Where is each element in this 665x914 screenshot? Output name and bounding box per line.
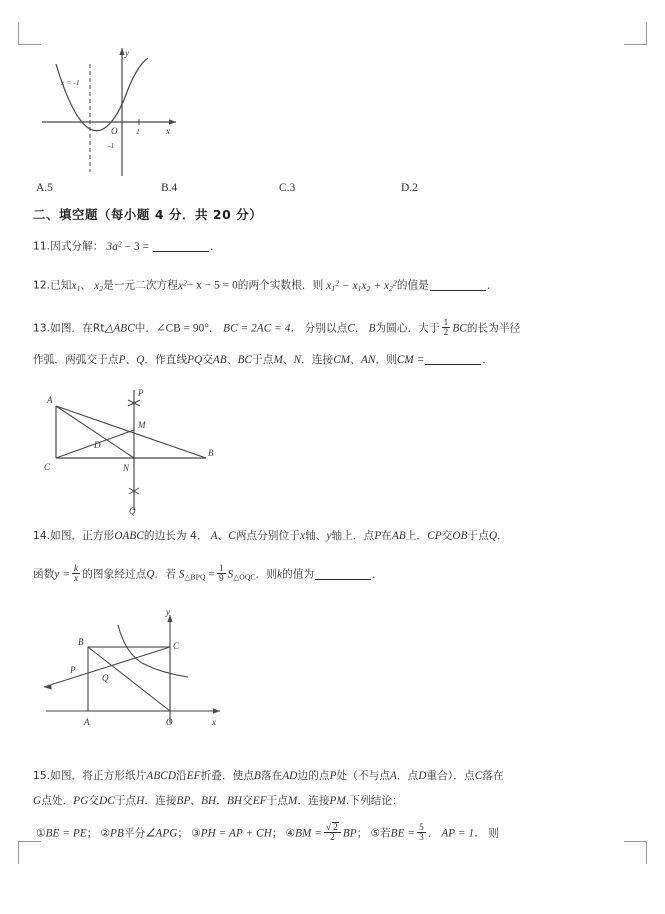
conclusion-marker-5: ⑤: [370, 827, 380, 840]
q13-l1-j: BC: [452, 322, 467, 335]
q14-frac-den: x: [74, 573, 79, 584]
svg-text:Q: Q: [102, 673, 109, 683]
choices-row: [36, 182, 626, 200]
q13-l2-e: ．作直线: [144, 354, 188, 366]
q15-l1-d: EF: [186, 770, 201, 782]
q13-l2-k: 于点: [252, 354, 274, 366]
conclusion-sep-1: ；: [86, 827, 98, 840]
question-14-line-1: [33, 528, 508, 545]
q14-l1-e: 、: [217, 530, 229, 542]
q15-l1-j: P: [329, 770, 337, 782]
conclusion-4-radicand: 2: [333, 822, 338, 832]
question-11: [33, 238, 221, 256]
q14-l2-d: ．若: [154, 568, 176, 581]
conclusion-5-d: AP = 1．: [441, 827, 486, 840]
q12-seg4: − x − 5 = 0: [186, 279, 238, 292]
q14-area-2-sub: △OQC: [233, 572, 256, 582]
q13-l2-j: BC: [237, 354, 253, 366]
conclusion-4-a: BM =: [295, 827, 323, 840]
question-14-line-2: [33, 564, 383, 584]
q13-l2-t: CM =: [396, 354, 425, 366]
q11-expression: [107, 241, 152, 253]
q13-l2-o: ．连接: [301, 354, 334, 366]
conclusion-5-a: 若: [379, 827, 391, 840]
q15-l1-e: 折叠．使点: [200, 770, 255, 782]
conclusion-marker-4: ④: [285, 827, 296, 840]
svg-text:O: O: [111, 126, 118, 136]
q13-l2-n: N: [293, 354, 302, 366]
q15-l2-e: DC: [99, 795, 115, 807]
q15-l2-f: 于点: [114, 795, 137, 807]
q15-l2-q: M: [288, 795, 298, 807]
conclusion-sep-4: ；: [356, 827, 368, 840]
question-15-conclusions: [36, 822, 499, 843]
q14-answer-blank[interactable]: [315, 579, 371, 580]
q14-one-ninth-fraction: [217, 564, 226, 584]
svg-text:D: D: [94, 440, 101, 450]
q14-l1-f: C: [228, 530, 236, 542]
option-a[interactable]: A.5: [36, 182, 53, 194]
q15-l2-b: 点处．: [41, 795, 74, 807]
q14-l1-q: 交: [441, 530, 453, 542]
conclusion-marker-1: ①: [36, 827, 46, 840]
conclusion-5-e: 则: [488, 827, 500, 840]
q14-l2-y: y =: [54, 568, 71, 581]
q13-l2-p: CM: [333, 354, 351, 366]
q15-l1-g: 落在: [260, 770, 283, 782]
q12-answer-blank[interactable]: [430, 290, 486, 291]
svg-text:P: P: [138, 388, 144, 398]
q15-l1-q: 落在: [482, 770, 504, 782]
q12-seg2: 、: [80, 279, 92, 292]
q14-area-1-sub: △BPQ: [184, 572, 206, 582]
svg-text:N: N: [123, 463, 130, 473]
q14-l1-i: 轴、: [305, 530, 327, 542]
q12-seg3: 是一元二次方程: [103, 279, 178, 292]
q15-l2-g: H: [136, 795, 145, 807]
registration-mark-top-right: [624, 22, 647, 45]
q15-l1-m: ．点: [396, 770, 419, 782]
question-13-line-2: [33, 352, 493, 369]
q15-l2-t: .下列结论：: [345, 795, 403, 807]
q13-l2-f: PQ: [187, 354, 203, 366]
svg-text:B: B: [208, 448, 214, 458]
q13-l2-q: 、: [350, 354, 361, 366]
svg-text:P: P: [70, 665, 76, 675]
question-12: 12.已知$x_1$、 $x_2$是一元二次方程$x^2- x - 5 = 0$的两个实数根．则 $x_1^2 - x_1x_2 + x_2^2$的值是 ．: [33, 278, 498, 293]
q11-expr-exponent: 2: [117, 239, 122, 248]
q14-l1-p: CP: [427, 530, 442, 542]
svg-text:C: C: [44, 462, 51, 472]
q15-l1-f: B: [254, 770, 261, 782]
q13-l1-g: ．: [354, 322, 366, 335]
option-b[interactable]: B.4: [161, 182, 178, 194]
q13-l1-c: ∠CB = 90°．: [156, 322, 221, 335]
q13-l2-m: 、: [282, 354, 294, 366]
q13-l2-i: 、: [226, 354, 238, 366]
figure-parabola-graph: [36, 38, 186, 183]
q15-l2-r: ．连接: [297, 795, 330, 807]
q12-seg6: 的值是: [396, 279, 429, 292]
q13-l1-d: BC = 2AC = 4．: [223, 322, 302, 335]
conclusion-text-3: PH = AP + CH: [200, 827, 272, 840]
conclusion-4-b: BP: [342, 827, 357, 840]
q15-l1-n: D: [418, 770, 427, 782]
q13-l2-u: ．: [482, 354, 494, 366]
q11-tail-punct: ．: [209, 240, 221, 253]
option-c[interactable]: C.3: [279, 182, 296, 194]
q15-l1-a: 15.如图．将正方形纸片: [33, 770, 147, 782]
svg-text:x = -1: x = -1: [61, 78, 80, 87]
q14-l1-b: OABC: [114, 530, 144, 542]
registration-mark-bottom-right: [624, 841, 647, 864]
svg-text:C: C: [173, 641, 180, 651]
q13-frac-num: 1: [443, 317, 449, 327]
svg-text:x: x: [212, 717, 216, 727]
q13-l2-c: 、: [125, 354, 137, 366]
q11-answer-blank[interactable]: [153, 251, 209, 252]
q13-l1-b: 中．: [134, 322, 157, 335]
q14-l1-l: P: [374, 530, 382, 542]
conclusion-5-c: ．: [427, 827, 439, 840]
q15-l1-b: ABCD: [146, 770, 176, 782]
q13-l1-e: 分别以点: [304, 322, 348, 335]
conclusion-4-den: 2: [324, 832, 341, 842]
q13-l1-i: 为圆心．大于: [375, 322, 440, 335]
q14-area-1: S: [178, 568, 185, 581]
q13-l2-r: AN: [360, 354, 376, 366]
conclusion-marker-3: ③: [191, 827, 201, 840]
q15-l1-p: C: [474, 770, 483, 782]
q14-l1-k: 轴上．点: [331, 530, 375, 542]
q14-l1-n: AB: [391, 530, 406, 542]
q14-l2-f: k: [277, 568, 283, 581]
q13-l2-h: AB: [213, 354, 227, 366]
q13-half-fraction: [442, 318, 451, 338]
q15-l1-c: 沿: [176, 770, 187, 782]
q15-l2-c: PG: [73, 795, 89, 807]
q13-frac-den: 2: [443, 327, 449, 338]
q14-l2-e: ．则: [255, 568, 278, 581]
q15-l2-h: ．连接: [144, 795, 177, 807]
q14-eq: =: [208, 568, 215, 581]
q13-l2-a: 作弧．两弧交于点: [33, 354, 119, 366]
figure-q14-square-hyperbola: [40, 603, 240, 733]
q14-frac-num: k: [74, 563, 79, 573]
option-d[interactable]: D.2: [401, 182, 418, 194]
q15-l1-l: A: [390, 770, 397, 782]
q15-l2-o: EF: [252, 795, 267, 807]
svg-text:M: M: [138, 420, 146, 430]
conclusion-text-1: BE = PE: [45, 827, 87, 840]
q15-l2-j: 、: [190, 795, 202, 807]
q13-l1-f: C: [347, 322, 355, 335]
q14-l2-a: 函数: [33, 568, 55, 581]
q14-l2-c: Q: [146, 568, 155, 581]
svg-text:B: B: [78, 637, 84, 647]
registration-mark-bottom-left: [18, 841, 41, 864]
q15-l2-m: BH: [226, 795, 243, 807]
q15-l2-s: PM: [329, 795, 346, 807]
q14-l1-u: ．: [497, 530, 508, 542]
section-heading: 二、填空题（每小题 4 分．共 20 分）: [33, 207, 263, 222]
q11-prefix: 11.因式分解：: [33, 240, 104, 253]
q13-l2-l: M: [273, 354, 283, 366]
q14-l1-s: 于点: [467, 530, 489, 542]
q15-l2-k: BH: [201, 795, 217, 807]
q14-l1-j: y: [326, 530, 332, 542]
q13-l1-a: 13.如图．在Rt: [33, 322, 105, 335]
svg-text:Q: Q: [129, 506, 136, 516]
q13-l2-g: 交: [202, 354, 213, 366]
conclusion-sep-2: ；: [177, 827, 189, 840]
q13-answer-blank[interactable]: [425, 364, 481, 365]
conclusion-marker-2: ②: [100, 827, 111, 840]
q14-frac2-den: 9: [218, 573, 224, 584]
q14-area-2: S: [227, 568, 234, 581]
svg-text:O: O: [166, 717, 173, 727]
svg-text:A: A: [84, 717, 90, 727]
q14-l2-h: ．: [372, 568, 383, 581]
q13-l1-h: B: [368, 322, 376, 335]
figure-q13-triangle: [36, 382, 251, 517]
q14-l1-t: Q: [488, 530, 498, 542]
conclusion-2-c: ∠APG: [145, 827, 178, 840]
q14-l1-d: A: [210, 530, 218, 542]
question-13-line-1: [33, 318, 520, 338]
q15-l2-d: 交: [88, 795, 100, 807]
q15-l2-p: 于点: [266, 795, 289, 807]
q14-l1-o: 上．: [405, 530, 428, 542]
q13-l2-d: Q: [136, 354, 145, 366]
conclusion-2-b: 平分: [123, 827, 146, 840]
q15-l2-l: ．: [216, 795, 227, 807]
q15-l2-n: 交: [242, 795, 253, 807]
question-15-line-2: [33, 793, 403, 810]
conclusion-5-fraction: [417, 823, 426, 843]
svg-text:y: y: [125, 48, 129, 58]
q13-l2-b: P: [118, 354, 126, 366]
conclusion-2-a: PB: [110, 827, 124, 840]
q12-seg5: 的两个实数根．则: [237, 279, 324, 292]
q12-seg7: ．: [486, 279, 498, 292]
q14-frac2-num: 1: [218, 563, 224, 573]
q15-l1-i: 边的点: [297, 770, 330, 782]
conclusion-5-b: BE =: [390, 827, 416, 840]
conclusion-4-fraction: $\frac{√ 2}{2}$: [324, 822, 341, 843]
q11-expr-lead: 3a: [106, 240, 118, 253]
q12-seg1: 12.已知: [33, 279, 72, 292]
svg-text:y: y: [166, 607, 170, 617]
q14-l1-g: 两点分别位于: [235, 530, 300, 542]
q14-l2-b: 的图象经过点: [82, 568, 147, 581]
q14-l1-m: 在: [381, 530, 392, 542]
conclusion-5-num: 5: [419, 822, 424, 832]
conclusion-5-den: 3: [419, 832, 424, 843]
q14-l1-r: OB: [452, 530, 468, 542]
q15-l1-o: 重合）．点: [426, 770, 475, 782]
q15-l1-k: 处（不与点: [336, 770, 390, 782]
q11-expr-tail: − 3 =: [124, 240, 150, 253]
question-15-line-1: [33, 768, 504, 785]
q13-l2-s: ．则: [375, 354, 397, 366]
q15-l2-i: BP: [176, 795, 191, 807]
q13-l1-k: 的长为半径: [466, 322, 521, 335]
conclusion-sep-3: ；: [271, 827, 283, 840]
svg-text:A: A: [47, 395, 53, 405]
svg-text:x: x: [166, 126, 170, 136]
q14-l1-c: 的边长为 4．: [143, 530, 208, 542]
q14-l2-g: 的值为: [282, 568, 315, 581]
q14-k-over-x-fraction: [72, 564, 80, 584]
q15-l2-a: G: [33, 795, 42, 807]
q14-l1-h: x: [299, 530, 306, 542]
q15-l1-h: AD: [282, 770, 298, 782]
svg-text:1: 1: [136, 127, 140, 136]
q14-l1-a: 14.如图．正方形: [33, 530, 115, 542]
svg-text:-1: -1: [108, 141, 115, 150]
q13-l1-triangle: △ABC: [104, 322, 135, 335]
